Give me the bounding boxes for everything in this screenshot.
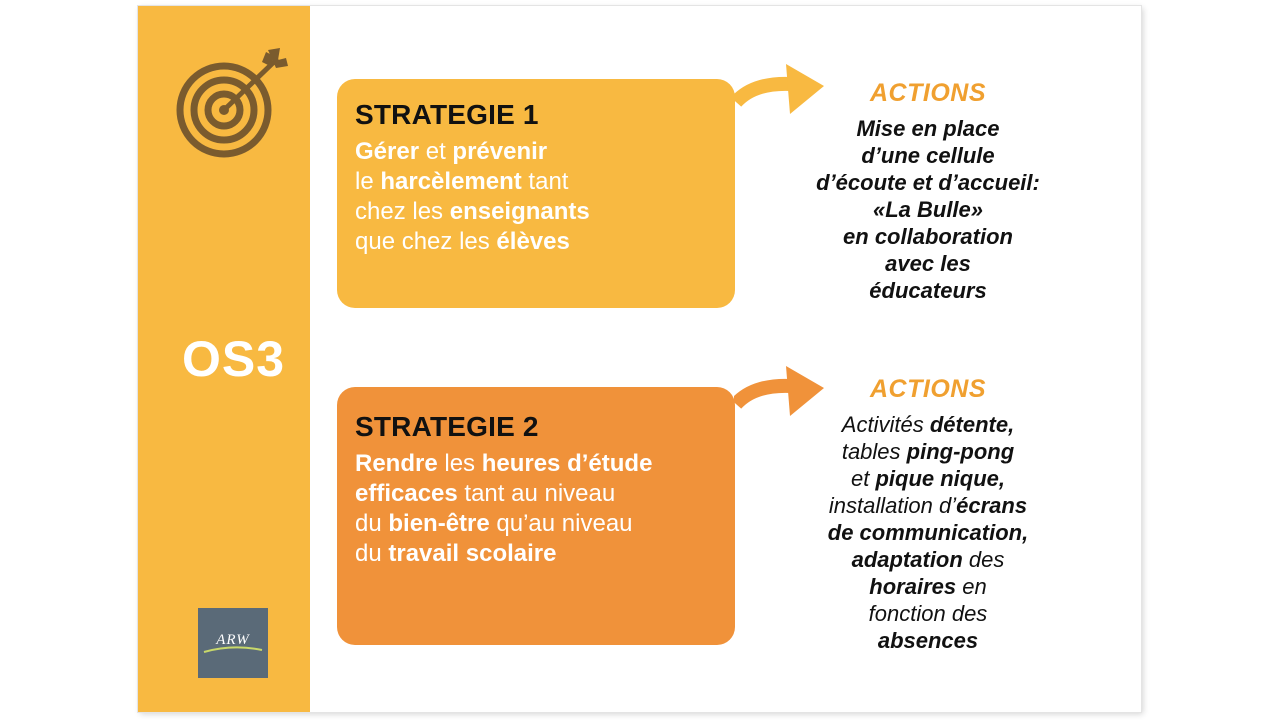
bold-text: absences [877, 628, 979, 653]
actions-2-text [778, 411, 1078, 654]
arw-logo [198, 608, 268, 678]
bold-text: Mise en place [856, 116, 1000, 141]
actions-1-title: ACTIONS [870, 79, 986, 107]
text-line [778, 250, 1078, 277]
text: les [437, 450, 482, 477]
text-line [355, 227, 717, 257]
text-line [778, 627, 1078, 654]
text: chez les [355, 198, 450, 225]
text: que chez les [355, 228, 497, 255]
bold-text: d’écoute et d’accueil: [816, 170, 1040, 195]
text: tant au niveau [457, 480, 616, 507]
text-line [778, 573, 1078, 600]
strategy-1-title: STRATEGIE 1 [355, 99, 539, 130]
bold-text: d’une cellule [861, 143, 995, 168]
text-line [778, 546, 1078, 573]
bold-text: «La Bulle» [872, 197, 984, 222]
bold-text: ping-pong [906, 439, 1015, 464]
text-line [355, 509, 717, 539]
text-line [778, 519, 1078, 546]
text-line [355, 167, 717, 197]
text: des [962, 547, 1005, 572]
text-line [355, 197, 717, 227]
text: et [850, 466, 876, 491]
text: du [355, 540, 389, 567]
text: le [355, 168, 381, 195]
text-line [355, 137, 717, 167]
bold-text: de communication, [827, 520, 1029, 545]
text-line [778, 492, 1078, 519]
bold-text: Rendre [355, 450, 438, 477]
strategy-2-box [337, 387, 735, 645]
bold-text: heures d’étude [481, 450, 653, 477]
text-line [778, 169, 1078, 196]
text: tant [521, 168, 569, 195]
text-line [778, 277, 1078, 304]
bold-text: écrans [956, 493, 1028, 518]
text-line [355, 449, 717, 479]
actions-1-text [778, 115, 1078, 304]
bold-text: en collaboration [843, 224, 1013, 249]
bold-text: harcèlement [380, 168, 522, 195]
bold-text: élèves [496, 228, 570, 255]
text-line [778, 115, 1078, 142]
actions-2 [778, 376, 1078, 654]
target-arrow-icon [176, 46, 288, 158]
text-line [778, 411, 1078, 438]
bold-text: détente, [929, 412, 1015, 437]
text: qu’au niveau [489, 510, 633, 537]
text: du [355, 510, 389, 537]
slide [138, 6, 1141, 712]
text-line [778, 196, 1078, 223]
objective-label: OS3 [182, 331, 286, 387]
bold-text: horaires [869, 574, 957, 599]
text-line [778, 600, 1078, 627]
text-line [778, 438, 1078, 465]
logo-text: ARW [216, 632, 250, 648]
actions-1 [778, 80, 1078, 304]
bold-text: Gérer [355, 138, 420, 165]
bold-text: éducateurs [869, 278, 987, 303]
strategy-1-description [355, 137, 717, 257]
text-line [355, 479, 717, 509]
strategy-2-description [355, 449, 717, 569]
bold-text: adaptation [851, 547, 963, 572]
actions-2-title: ACTIONS [870, 375, 986, 403]
bold-text: pique nique, [875, 466, 1006, 491]
bold-text: avec les [885, 251, 971, 276]
text: tables [841, 439, 907, 464]
strategy-1-box [337, 79, 735, 308]
sidebar [138, 6, 310, 712]
text: et [419, 138, 453, 165]
text: fonction des [868, 601, 988, 626]
text: installation d’ [828, 493, 957, 518]
text-line [778, 223, 1078, 250]
text-line [778, 142, 1078, 169]
text-line [355, 539, 717, 569]
bold-text: prévenir [452, 138, 548, 165]
strategy-2-title: STRATEGIE 2 [355, 411, 539, 442]
bold-text: efficaces [355, 480, 458, 507]
text: Activités [841, 412, 930, 437]
bold-text: travail scolaire [388, 540, 557, 567]
text: en [956, 574, 987, 599]
text-line [778, 465, 1078, 492]
bold-text: enseignants [449, 198, 590, 225]
bold-text: bien-être [388, 510, 490, 537]
